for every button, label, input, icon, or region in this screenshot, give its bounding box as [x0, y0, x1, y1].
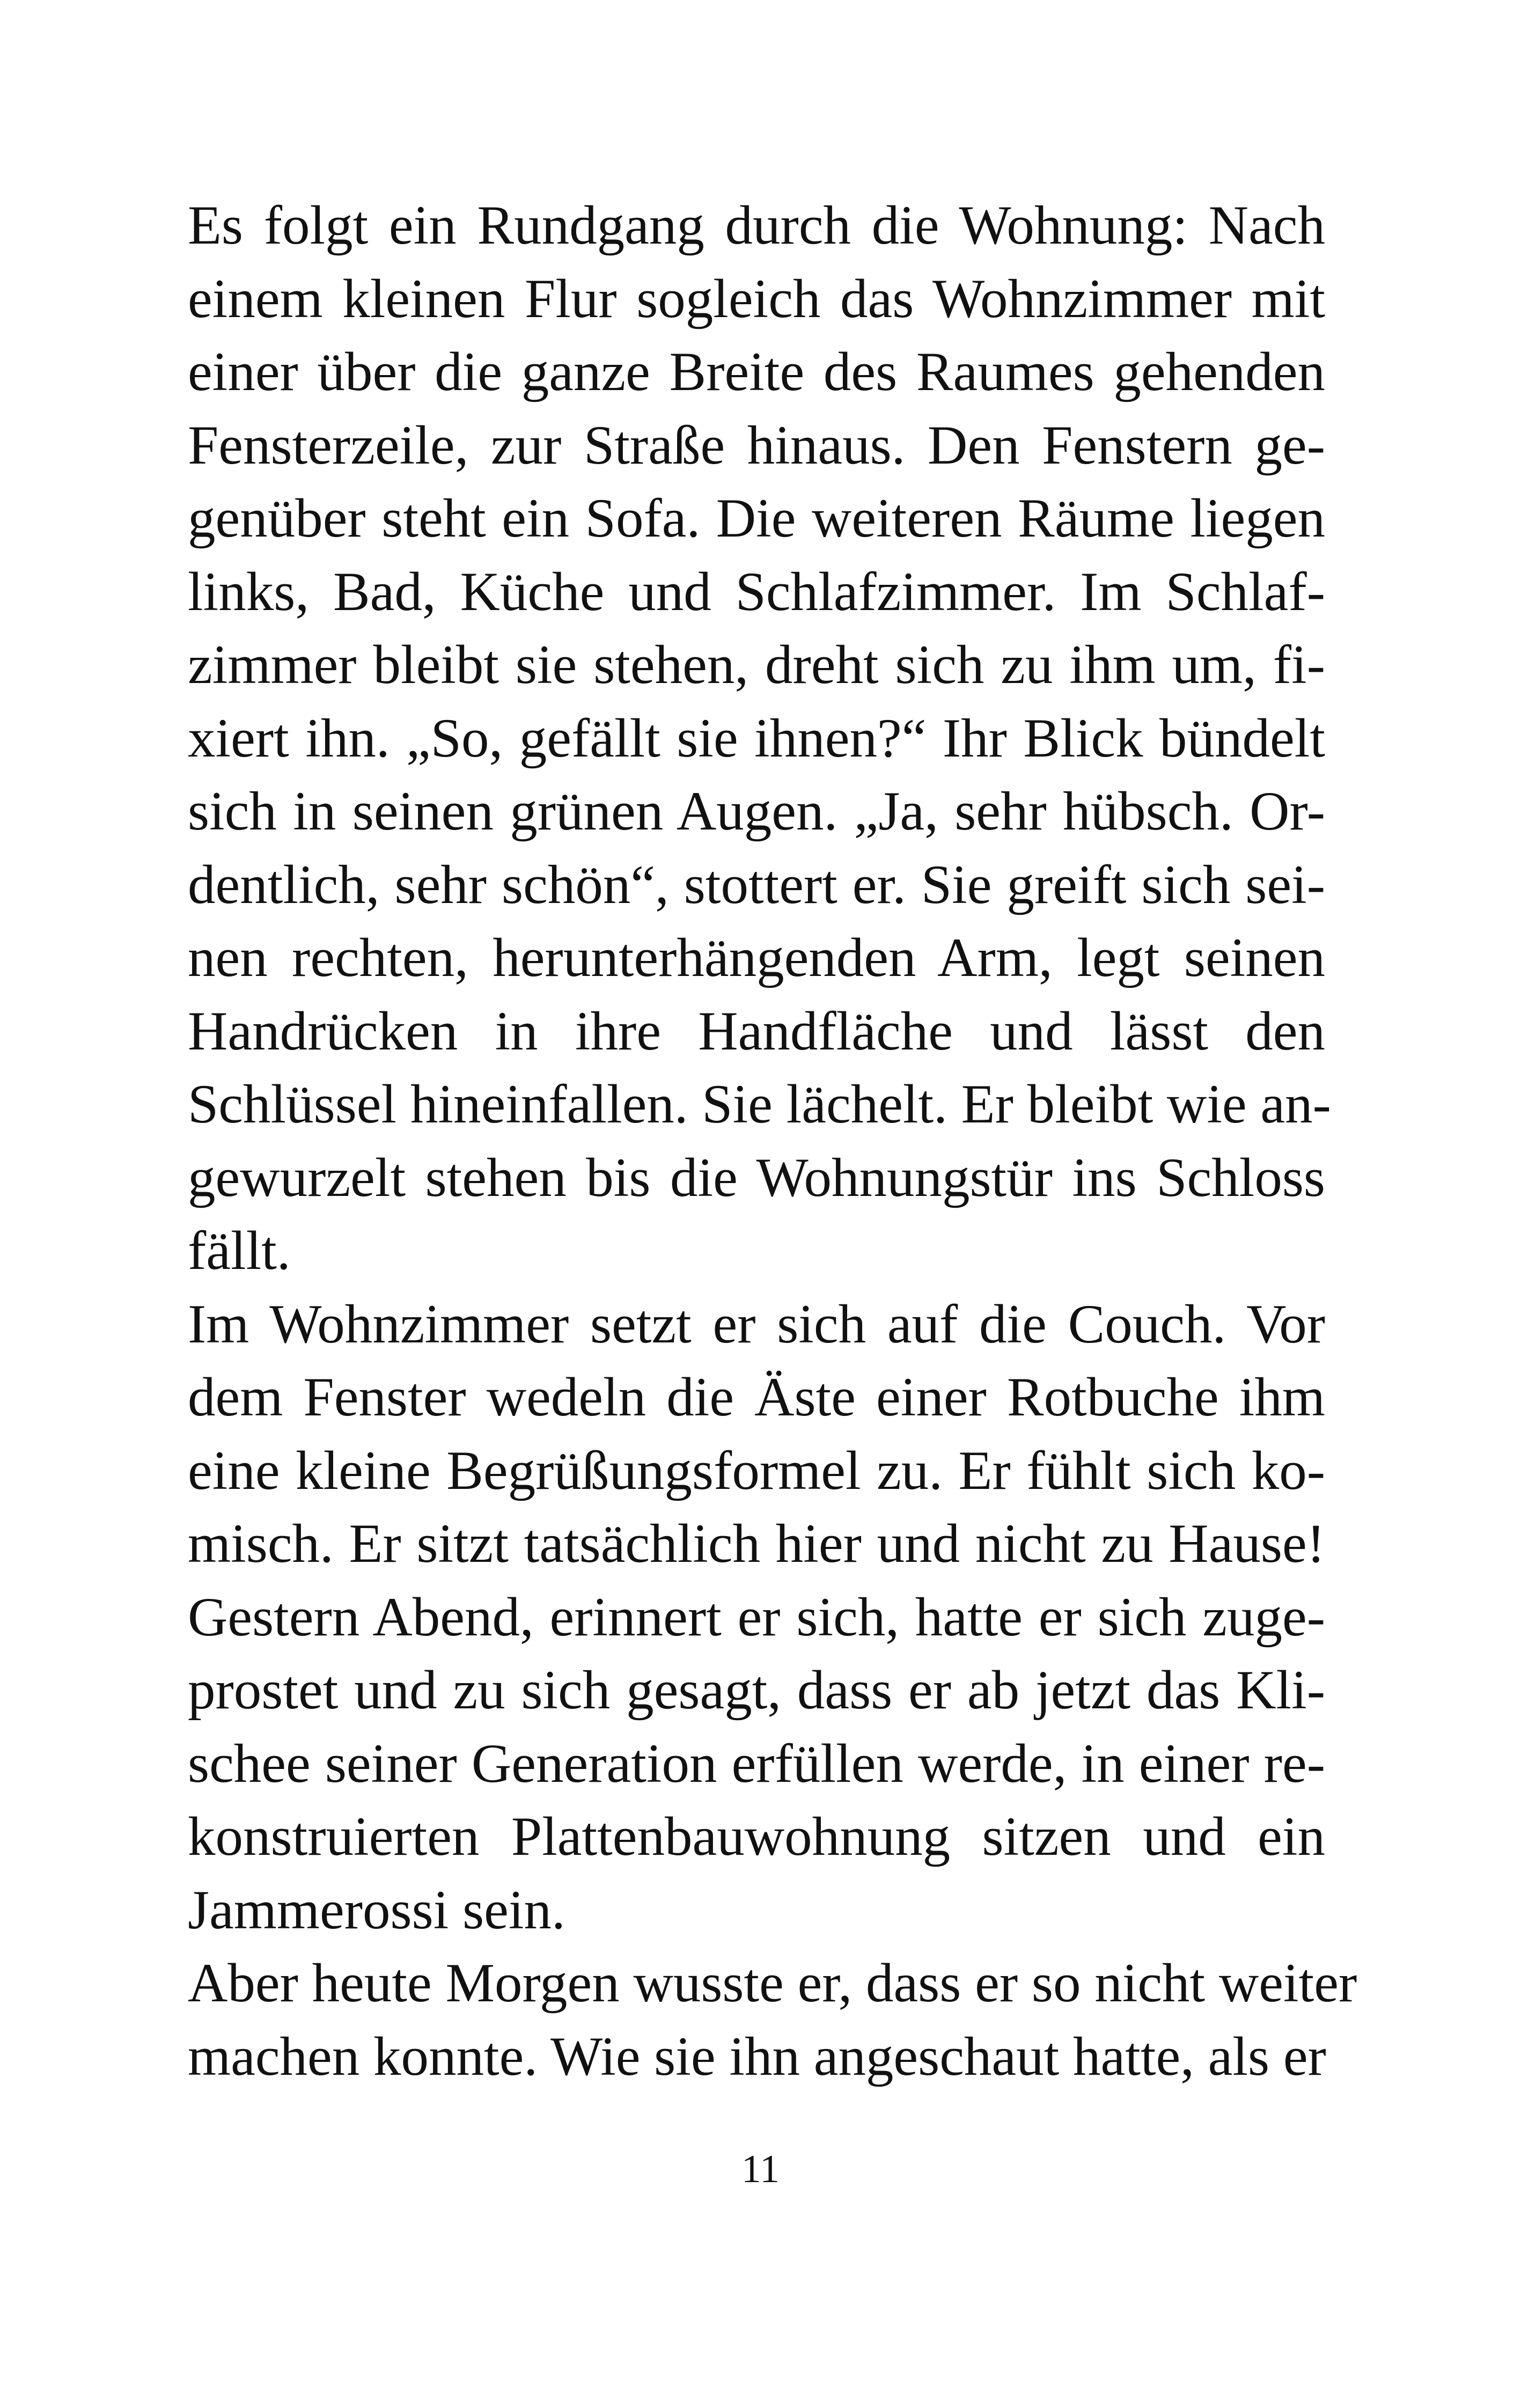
- paragraph-end-line: fällt.: [188, 1220, 291, 1281]
- text-line: misch. Er sitzt tatsächlich hier und nicht zu Hause!: [188, 1513, 1325, 1574]
- text-line: zimmer bleibt sie stehen, dreht sich zu ihm um, fi-: [188, 634, 1325, 695]
- text-line: sich in seinen grünen Augen. „Ja, sehr hübsch. Or-: [188, 781, 1325, 842]
- text-line: Schlüssel hineinfallen. Sie lächelt. Er bleibt wie an-: [188, 1074, 1331, 1135]
- text-line: Fensterzeile, zur Straße hinaus. Den Fenstern ge-: [188, 414, 1325, 476]
- text-line: dem Fenster wedeln die Äste einer Rotbuche ihm: [188, 1367, 1325, 1428]
- text-line: eine kleine Begrüßungsformel zu. Er fühlt sich ko-: [188, 1440, 1325, 1501]
- body-text: [188, 189, 1357, 2093]
- text-line: einer über die ganze Breite des Raumes gehenden: [188, 341, 1325, 402]
- paragraph-end-line: Jammerossi sein.: [188, 1879, 565, 1941]
- text-line: nen rechten, herunterhängenden Arm, legt seinen: [188, 927, 1325, 988]
- text-line: schee seiner Generation erfüllen werde, in einer re-: [188, 1732, 1325, 1794]
- text-line: Gestern Abend, erinnert er sich, hatte er sich zuge-: [188, 1586, 1325, 1648]
- text-line: machen konnte. Wie sie ihn angeschaut hatte, als er: [188, 2025, 1326, 2087]
- text-line: genüber steht ein Sofa. Die weiteren Räume liegen: [188, 488, 1325, 549]
- text-line: einem kleinen Flur sogleich das Wohnzimmer mit: [188, 268, 1325, 329]
- text-line: xiert ihn. „So, gefällt sie ihnen?“ Ihr Blick bündelt: [188, 707, 1325, 769]
- text-line: Im Wohnzimmer setzt er sich auf die Couch. Vor: [188, 1293, 1325, 1355]
- text-line: Aber heute Morgen wusste er, dass er so nicht weiter: [188, 1952, 1357, 2014]
- text-line: Es folgt ein Rundgang durch die Wohnung: Nach: [188, 195, 1325, 256]
- text-line: Handrücken in ihre Handfläche und lässt den: [188, 1000, 1325, 1062]
- page-number: 11: [741, 2147, 780, 2191]
- text-line: gewurzelt stehen bis die Wohnungstür ins Schloss: [188, 1147, 1325, 1208]
- text-line: dentlich, sehr schön“, stottert er. Sie greift sich sei-: [188, 854, 1325, 915]
- text-line: konstruierten Plattenbauwohnung sitzen und ein: [188, 1806, 1325, 1867]
- text-line: links, Bad, Küche und Schlafzimmer. Im Schlaf-: [188, 561, 1325, 622]
- text-line: prostet und zu sich gesagt, dass er ab jetzt das Kli-: [188, 1660, 1325, 1721]
